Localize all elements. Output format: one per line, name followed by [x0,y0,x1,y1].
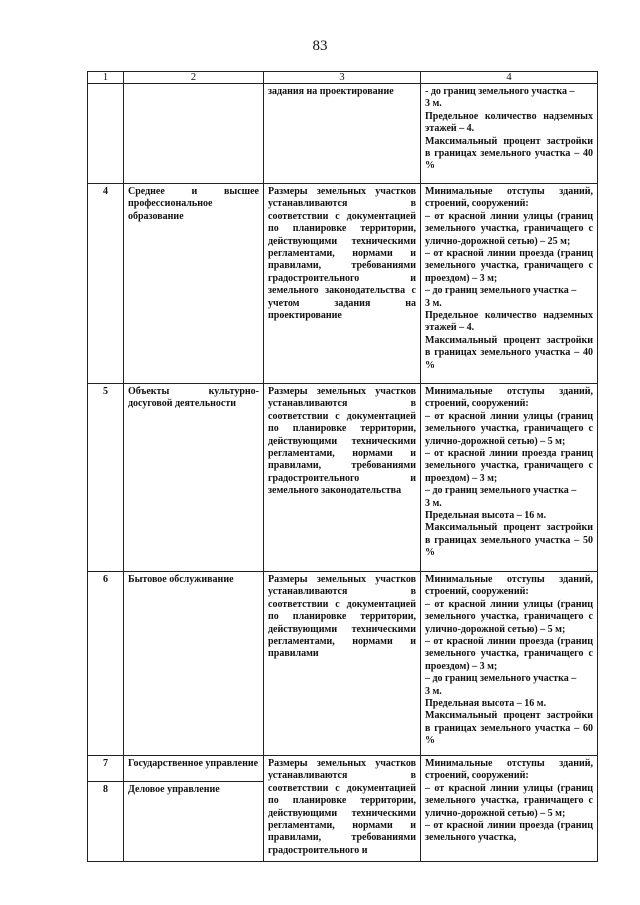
text-line: – от красной линии проезда (границ земельного участка, граничащего с проездом) – 3 м; [425,636,593,672]
text-line: – от красной линии проезда (границ земельного участка, [425,820,593,844]
text-line: – до границ земельного участка – [425,673,577,685]
setback-text [421,756,598,862]
table-row [88,384,598,572]
text-line: 3 м. [425,497,442,509]
use-name [124,84,264,184]
text-line: Максимальный процент застройки в границах земельного участка – 40 % [425,135,593,172]
use-name: Государственное управление [124,756,264,782]
row-number: 7 [88,756,124,782]
row-number: 5 [88,384,124,572]
text-line: Максимальный процент застройки в границах земельного участка – 50 % [425,522,593,559]
text-line: - до границ земельного участка – [425,86,575,97]
text-line: – от красной линии улицы (границ земельного участка, граничащего с улично-дорожной сетью) – 5 м; [425,782,593,819]
setback-text [421,572,598,756]
regulations-table [87,71,598,862]
header-cell: 4 [421,72,598,84]
text-line: – от красной линии улицы (границ земельного участка, граничащего с улично-дорожной сетью) – 5 м; [425,410,593,447]
text-line: – от красной линии улицы (границ земельного участка, граничащего с улично-дорожной сетью) – 5 м; [425,598,593,635]
header-cell: 2 [124,72,264,84]
row-number [88,84,124,184]
table-row [88,756,598,782]
parcel-size-text: Размеры земельных участков устанавливаются в соответствии с документацией по планировке территории, действующими техническими регламентами, нормами и правилами, требованиями градостроительного и земельного законодательства с учетом задания на проектирование [264,184,421,384]
table-row [88,572,598,756]
row-number: 8 [88,782,124,862]
parcel-size-text: Размеры земельных участков устанавливаются в соответствии с документацией по планировке территории, действующими техническими регламентами, нормами и правилами [264,572,421,756]
text-line: Предельная высота – 16 м. [425,510,547,522]
text-line: Минимальные отступы зданий, строений, сооружений: [425,574,593,598]
text-line: Предельная высота – 16 м. [425,698,547,710]
parcel-size-text: Размеры земельных участков устанавливаются в соответствии с документацией по планировке территории, действующими техническими регламентами, нормами и правилами, требованиями градостроительного и [264,756,421,862]
text-line: – до границ земельного участка – [425,285,577,297]
use-name: Среднее и высшее профессиональное образование [124,184,264,384]
row-number: 6 [88,572,124,756]
page-number: 83 [312,38,328,54]
setback-text [421,84,598,184]
text-line: Минимальные отступы зданий, строений, сооружений: [425,186,593,210]
setback-text [421,184,598,384]
row-number: 4 [88,184,124,384]
table-row [88,184,598,384]
use-name: Деловое управление [124,782,264,862]
setback-text [421,384,598,572]
text-line: – от красной линии проезда границ земельного участка, граничащего с проездом) – 3 м; [425,448,593,484]
text-line: Предельное количество надземных этажей – 4. [425,310,593,334]
header-cell: 1 [88,72,124,84]
parcel-size-text: задания на проектирование [264,84,421,184]
text-line: 3 м. [425,685,442,697]
table-header-row [88,72,598,84]
use-name: Бытовое обслуживание [124,572,264,756]
use-name: Объекты культурно-досуговой деятельности [124,384,264,572]
text-line: – до границ земельного участка – [425,485,577,497]
text-line: 3 м. [425,297,442,309]
header-cell: 3 [264,72,421,84]
parcel-size-text: Размеры земельных участков устанавливаются в соответствии с документацией по планировке территории, действующими техническими регламентами, нормами и правилами, требованиями градостроительного и земельного законодательства [264,384,421,572]
text-line: Максимальный процент застройки в границах земельного участка – 60 % [425,710,593,747]
table-row [88,84,598,184]
text-line: Минимальные отступы зданий, строений, сооружений: [425,758,593,782]
text-line: – от красной линии проезда (границ земельного участка, граничащего с проездом) – 3 м; [425,248,593,284]
text-line: Предельное количество надземных этажей – 4. [425,110,593,135]
text-line: – от красной линии улицы (границ земельного участка, граничащего с улично-дорожной сетью) – 25 м; [425,210,593,247]
text-line: Минимальные отступы зданий, строений, сооружений: [425,386,593,410]
text-line: Максимальный процент застройки в границах земельного участка – 40 % [425,334,593,371]
text-line: 3 м. [425,98,442,110]
